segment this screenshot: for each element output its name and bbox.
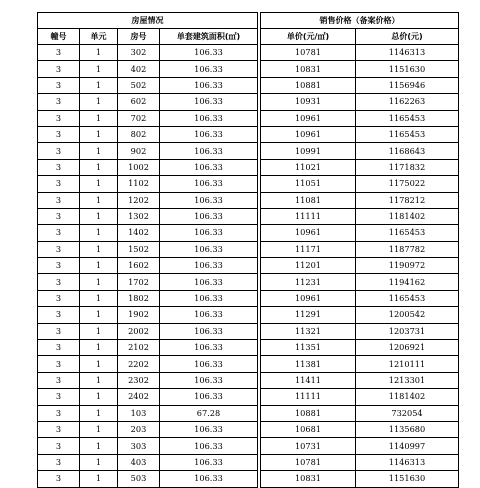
cell-area: 67.28 — [160, 405, 258, 421]
cell-unit: 1 — [80, 389, 118, 405]
cell-total-price: 1165453 — [356, 290, 459, 306]
cell-total-price: 1156946 — [356, 77, 459, 93]
table-row — [38, 258, 459, 274]
cell-unit-price: 11321 — [261, 323, 356, 339]
cell-area: 106.33 — [160, 340, 258, 356]
cell-building: 3 — [38, 77, 80, 93]
table-row — [38, 471, 459, 487]
table-row — [38, 389, 459, 405]
cell-unit-price: 11351 — [261, 340, 356, 356]
cell-unit-price: 10831 — [261, 61, 356, 77]
cell-unit: 1 — [80, 356, 118, 372]
cell-unit: 1 — [80, 454, 118, 470]
cell-unit: 1 — [80, 274, 118, 290]
cell-total-price: 1194162 — [356, 274, 459, 290]
table-row — [38, 126, 459, 142]
cell-area: 106.33 — [160, 94, 258, 110]
cell-building: 3 — [38, 356, 80, 372]
cell-building: 3 — [38, 61, 80, 77]
cell-total-price: 1135680 — [356, 421, 459, 437]
table-row — [38, 356, 459, 372]
cell-building: 3 — [38, 274, 80, 290]
table-row — [38, 159, 459, 175]
table-row — [38, 307, 459, 323]
cell-area: 106.33 — [160, 274, 258, 290]
cell-total-price: 1140997 — [356, 438, 459, 454]
cell-unit-price: 10991 — [261, 143, 356, 159]
cell-area: 106.33 — [160, 438, 258, 454]
cell-area: 106.33 — [160, 77, 258, 93]
cell-unit: 1 — [80, 77, 118, 93]
col-header-total-price: 总价(元) — [356, 29, 459, 45]
cell-room: 503 — [118, 471, 160, 487]
table-row — [38, 94, 459, 110]
cell-room: 403 — [118, 454, 160, 470]
price-table — [37, 12, 459, 488]
cell-unit-price: 10831 — [261, 471, 356, 487]
table-row — [38, 192, 459, 208]
cell-room: 2002 — [118, 323, 160, 339]
cell-total-price: 1165453 — [356, 126, 459, 142]
cell-building: 3 — [38, 192, 80, 208]
cell-building: 3 — [38, 94, 80, 110]
cell-room: 1602 — [118, 258, 160, 274]
table-row — [38, 110, 459, 126]
cell-unit: 1 — [80, 61, 118, 77]
group-header-house: 房屋情况 — [38, 13, 258, 29]
cell-total-price: 1165453 — [356, 225, 459, 241]
cell-building: 3 — [38, 258, 80, 274]
cell-unit-price: 11111 — [261, 389, 356, 405]
cell-unit: 1 — [80, 438, 118, 454]
cell-room: 802 — [118, 126, 160, 142]
table-row — [38, 176, 459, 192]
cell-building: 3 — [38, 208, 80, 224]
table-row — [38, 340, 459, 356]
col-header-building: 幢号 — [38, 29, 80, 45]
cell-area: 106.33 — [160, 208, 258, 224]
cell-building: 3 — [38, 454, 80, 470]
cell-total-price: 1171832 — [356, 159, 459, 175]
cell-unit-price: 10961 — [261, 110, 356, 126]
cell-building: 3 — [38, 307, 80, 323]
cell-area: 106.33 — [160, 454, 258, 470]
cell-unit-price: 10681 — [261, 421, 356, 437]
cell-building: 3 — [38, 372, 80, 388]
cell-room: 2202 — [118, 356, 160, 372]
table-body — [38, 45, 459, 488]
table-row — [38, 454, 459, 470]
cell-area: 106.33 — [160, 159, 258, 175]
cell-area: 106.33 — [160, 307, 258, 323]
header-group-row — [38, 13, 459, 29]
cell-unit: 1 — [80, 159, 118, 175]
cell-unit: 1 — [80, 192, 118, 208]
cell-unit: 1 — [80, 258, 118, 274]
table-row — [38, 421, 459, 437]
cell-room: 203 — [118, 421, 160, 437]
cell-unit-price: 10781 — [261, 45, 356, 61]
cell-area: 106.33 — [160, 372, 258, 388]
cell-unit-price: 10781 — [261, 454, 356, 470]
cell-area: 106.33 — [160, 356, 258, 372]
col-header-unit: 单元 — [80, 29, 118, 45]
cell-unit-price: 11291 — [261, 307, 356, 323]
table-row — [38, 290, 459, 306]
cell-building: 3 — [38, 176, 80, 192]
cell-area: 106.33 — [160, 110, 258, 126]
table-row — [38, 438, 459, 454]
cell-unit-price: 11021 — [261, 159, 356, 175]
table-row — [38, 45, 459, 61]
cell-unit-price: 10931 — [261, 94, 356, 110]
cell-building: 3 — [38, 323, 80, 339]
cell-area: 106.33 — [160, 143, 258, 159]
cell-building: 3 — [38, 225, 80, 241]
cell-unit-price: 10961 — [261, 290, 356, 306]
cell-room: 1102 — [118, 176, 160, 192]
cell-area: 106.33 — [160, 45, 258, 61]
cell-total-price: 1175022 — [356, 176, 459, 192]
cell-total-price: 732054 — [356, 405, 459, 421]
cell-area: 106.33 — [160, 126, 258, 142]
cell-total-price: 1200542 — [356, 307, 459, 323]
cell-building: 3 — [38, 340, 80, 356]
cell-unit: 1 — [80, 471, 118, 487]
cell-unit: 1 — [80, 94, 118, 110]
table-row — [38, 77, 459, 93]
cell-area: 106.33 — [160, 421, 258, 437]
cell-unit: 1 — [80, 290, 118, 306]
cell-building: 3 — [38, 45, 80, 61]
cell-room: 1702 — [118, 274, 160, 290]
cell-unit-price: 11231 — [261, 274, 356, 290]
cell-room: 2302 — [118, 372, 160, 388]
cell-unit: 1 — [80, 110, 118, 126]
cell-area: 106.33 — [160, 61, 258, 77]
cell-room: 402 — [118, 61, 160, 77]
cell-unit: 1 — [80, 208, 118, 224]
cell-area: 106.33 — [160, 258, 258, 274]
cell-unit: 1 — [80, 126, 118, 142]
cell-total-price: 1213301 — [356, 372, 459, 388]
cell-unit: 1 — [80, 143, 118, 159]
cell-building: 3 — [38, 143, 80, 159]
table-row — [38, 208, 459, 224]
cell-building: 3 — [38, 438, 80, 454]
cell-building: 3 — [38, 110, 80, 126]
col-header-area: 单套建筑面积(㎡) — [160, 29, 258, 45]
table-row — [38, 372, 459, 388]
cell-building: 3 — [38, 405, 80, 421]
cell-unit-price: 11201 — [261, 258, 356, 274]
cell-area: 106.33 — [160, 192, 258, 208]
cell-area: 106.33 — [160, 389, 258, 405]
header-column-row — [38, 29, 459, 45]
cell-total-price: 1146313 — [356, 45, 459, 61]
cell-room: 902 — [118, 143, 160, 159]
cell-room: 2102 — [118, 340, 160, 356]
cell-total-price: 1181402 — [356, 389, 459, 405]
table-row — [38, 405, 459, 421]
cell-room: 502 — [118, 77, 160, 93]
cell-unit: 1 — [80, 45, 118, 61]
cell-area: 106.33 — [160, 323, 258, 339]
cell-room: 1402 — [118, 225, 160, 241]
cell-room: 1802 — [118, 290, 160, 306]
cell-unit-price: 10881 — [261, 77, 356, 93]
cell-total-price: 1151630 — [356, 61, 459, 77]
cell-unit: 1 — [80, 307, 118, 323]
cell-room: 702 — [118, 110, 160, 126]
cell-total-price: 1181402 — [356, 208, 459, 224]
price-table-sheet — [37, 12, 458, 488]
table-row — [38, 61, 459, 77]
cell-building: 3 — [38, 290, 80, 306]
table-row — [38, 274, 459, 290]
table-row — [38, 143, 459, 159]
cell-total-price: 1210111 — [356, 356, 459, 372]
cell-total-price: 1190972 — [356, 258, 459, 274]
cell-building: 3 — [38, 159, 80, 175]
cell-room: 1302 — [118, 208, 160, 224]
cell-room: 1502 — [118, 241, 160, 257]
cell-total-price: 1178212 — [356, 192, 459, 208]
cell-total-price: 1146313 — [356, 454, 459, 470]
cell-building: 3 — [38, 241, 80, 257]
table-row — [38, 225, 459, 241]
cell-unit-price: 11411 — [261, 372, 356, 388]
cell-room: 1002 — [118, 159, 160, 175]
cell-unit-price: 10731 — [261, 438, 356, 454]
table-row — [38, 323, 459, 339]
cell-room: 303 — [118, 438, 160, 454]
cell-unit-price: 11051 — [261, 176, 356, 192]
cell-unit: 1 — [80, 421, 118, 437]
cell-unit-price: 11381 — [261, 356, 356, 372]
cell-room: 2402 — [118, 389, 160, 405]
cell-unit-price: 10961 — [261, 126, 356, 142]
cell-building: 3 — [38, 421, 80, 437]
cell-unit: 1 — [80, 241, 118, 257]
cell-building: 3 — [38, 389, 80, 405]
col-header-room: 房号 — [118, 29, 160, 45]
cell-total-price: 1206921 — [356, 340, 459, 356]
col-header-unit-price: 单价(元/㎡) — [261, 29, 356, 45]
cell-room: 1202 — [118, 192, 160, 208]
cell-total-price: 1168643 — [356, 143, 459, 159]
cell-area: 106.33 — [160, 471, 258, 487]
cell-unit-price: 10961 — [261, 225, 356, 241]
cell-room: 1902 — [118, 307, 160, 323]
cell-building: 3 — [38, 471, 80, 487]
cell-room: 103 — [118, 405, 160, 421]
cell-unit: 1 — [80, 372, 118, 388]
cell-unit: 1 — [80, 340, 118, 356]
cell-total-price: 1203731 — [356, 323, 459, 339]
cell-total-price: 1151630 — [356, 471, 459, 487]
cell-unit: 1 — [80, 176, 118, 192]
cell-unit: 1 — [80, 225, 118, 241]
cell-total-price: 1187782 — [356, 241, 459, 257]
cell-unit: 1 — [80, 323, 118, 339]
cell-room: 302 — [118, 45, 160, 61]
cell-room: 602 — [118, 94, 160, 110]
cell-area: 106.33 — [160, 290, 258, 306]
cell-area: 106.33 — [160, 241, 258, 257]
cell-unit-price: 11111 — [261, 208, 356, 224]
cell-area: 106.33 — [160, 176, 258, 192]
cell-building: 3 — [38, 126, 80, 142]
table-row — [38, 241, 459, 257]
group-header-price: 销售价格（备案价格） — [261, 13, 459, 29]
cell-total-price: 1162263 — [356, 94, 459, 110]
cell-total-price: 1165453 — [356, 110, 459, 126]
cell-unit-price: 11171 — [261, 241, 356, 257]
cell-unit-price: 10881 — [261, 405, 356, 421]
cell-unit: 1 — [80, 405, 118, 421]
cell-unit-price: 11081 — [261, 192, 356, 208]
cell-area: 106.33 — [160, 225, 258, 241]
